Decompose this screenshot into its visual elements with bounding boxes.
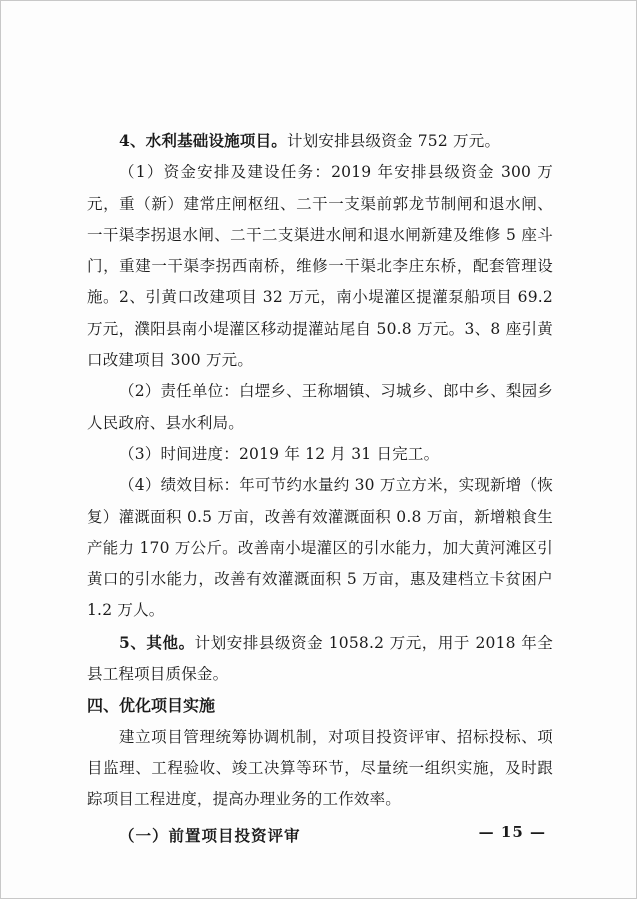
item-3-paragraph: （3）时间进度：2019 年 12 月 31 日完工。 <box>119 444 440 463</box>
section-5-text: 计划安排县级资金 1058.2 万元，用于 2018 年全县工程项目质保金。 <box>87 633 553 684</box>
document-body <box>87 125 553 851</box>
heading-optimize-implementation: 四、优化项目实施 <box>87 696 216 716</box>
subheading-investment-review: （一）前置项目投资评审 <box>119 825 301 845</box>
item-4-paragraph: （4）绩效目标：年可节约水量约 30 万立方米，实现新增（恢复）灌溉面积 0.5 万亩，改善有效灌溉面积 0.8 万亩，新增粮食生产能力 170 万公斤。改善南小堤灌区的引水能力，加大黄河滩区引黄口的引水能力，改善有效灌溉面积 5 万亩，惠及建档立卡贫困户 1.2 万人。 <box>87 476 553 620</box>
optimize-paragraph: 建立项目管理统筹协调机制，对项目投资评审、招标投标、项目监理、工程验收、竣工决算等环节，尽量统一组织实施，及时跟踪项目工程进度，提高办理业务的工作效率。 <box>87 727 553 809</box>
section-4-text: 计划安排县级资金 752 万元。 <box>287 132 501 150</box>
section-5-paragraph <box>87 627 553 691</box>
section-5-lead: 5、其他。 <box>119 632 195 652</box>
section-4-lead: 4、水利基础设施项目。 <box>119 131 287 150</box>
section-4-paragraph <box>87 125 553 157</box>
page-number: — 15 — <box>478 823 546 841</box>
item-1-paragraph: （1）资金安排及建设任务：2019 年安排县级资金 300 万元，重（新）建常庄闸枢纽、二干一支渠前郭龙节制闸和退水闸、一干渠李拐退水闸、二干二支渠进水闸和退水闸新建及维修 5 座斗门，重建一干渠李拐西南桥，维修一干渠北李庄东桥，配套管理设施。2、引黄口改建项目 32 万元，南小堤灌区提灌泵船项目 69.2 万元，濮阳县南小堤灌区移动提灌站尾自 50.8 万元。3、8 座引黄口改建项目 300 万元。 <box>87 163 554 370</box>
item-2-paragraph: （2）责任单位：白堽乡、王称堌镇、习城乡、郎中乡、梨园乡人民政府、县水利局。 <box>87 382 553 432</box>
